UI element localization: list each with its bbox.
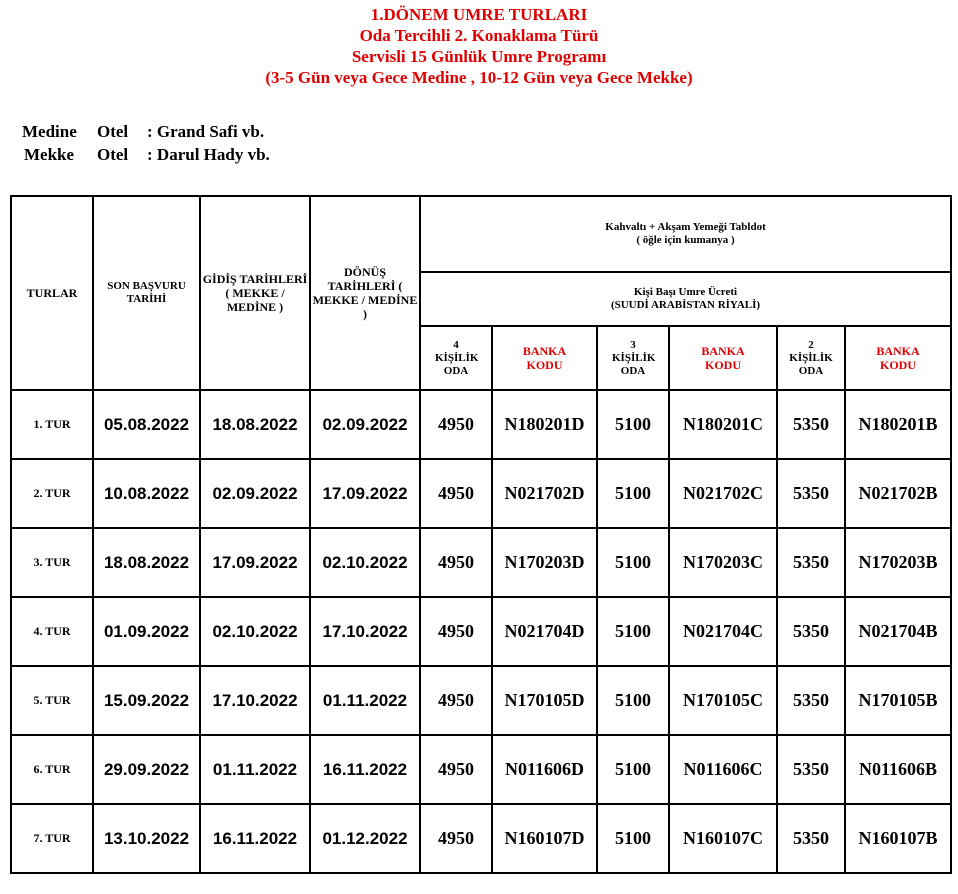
bank-code-4-person: N160107D bbox=[492, 804, 597, 873]
bank-code-4-person: N021702D bbox=[492, 459, 597, 528]
bank-code-2-person: N011606B bbox=[845, 735, 951, 804]
tour-price-table bbox=[10, 195, 952, 874]
title-line-2: Oda Tercihli 2. Konaklama Türü bbox=[359, 26, 599, 45]
bank-code-2-person: N160107B bbox=[845, 804, 951, 873]
price-2-person: 5350 bbox=[777, 735, 845, 804]
title-line-4: (3-5 Gün veya Gece Medine , 10-12 Gün veya Gece Mekke) bbox=[265, 68, 693, 87]
price-2-person: 5350 bbox=[777, 597, 845, 666]
title-line-3: Servisli 15 Günlük Umre Programı bbox=[351, 47, 607, 66]
page-title bbox=[0, 4, 958, 88]
price-3-person: 5100 bbox=[597, 528, 669, 597]
bank-code-3-person: N011606C bbox=[669, 735, 777, 804]
header-return: DÖNÜŞ TARİHLERİ ( MEKKE / MEDİNE ) bbox=[310, 196, 420, 390]
departure-date: 02.10.2022 bbox=[200, 597, 310, 666]
header-departure: GİDİŞ TARİHLERİ ( MEKKE / MEDİNE ) bbox=[200, 196, 310, 390]
hotel-label: Otel bbox=[97, 122, 129, 141]
departure-date: 01.11.2022 bbox=[200, 735, 310, 804]
departure-date: 18.08.2022 bbox=[200, 390, 310, 459]
departure-date: 02.09.2022 bbox=[200, 459, 310, 528]
return-date: 02.10.2022 bbox=[310, 528, 420, 597]
price-4-person: 4950 bbox=[420, 597, 492, 666]
header-meal-line2: ( öğle için kumanya ) bbox=[636, 234, 735, 246]
deadline-date: 18.08.2022 bbox=[93, 528, 200, 597]
bank-code-3-person: N170203C bbox=[669, 528, 777, 597]
bank-code-4-person: N170105D bbox=[492, 666, 597, 735]
table-row bbox=[11, 597, 951, 666]
price-2-person: 5350 bbox=[777, 804, 845, 873]
departure-date: 16.11.2022 bbox=[200, 804, 310, 873]
price-3-person: 5100 bbox=[597, 735, 669, 804]
table-row bbox=[11, 735, 951, 804]
return-date: 01.11.2022 bbox=[310, 666, 420, 735]
table-row bbox=[11, 666, 951, 735]
tour-name: 5. TUR bbox=[11, 666, 93, 735]
deadline-date: 15.09.2022 bbox=[93, 666, 200, 735]
bank-code-4-person: N170203D bbox=[492, 528, 597, 597]
price-2-person: 5350 bbox=[777, 528, 845, 597]
tour-name: 3. TUR bbox=[11, 528, 93, 597]
header-deadline: SON BAŞVURU TARİHİ bbox=[93, 196, 200, 390]
bank-code-3-person: N021702C bbox=[669, 459, 777, 528]
hotel-name: : Grand Safi vb. bbox=[147, 122, 265, 141]
deadline-date: 13.10.2022 bbox=[93, 804, 200, 873]
return-date: 16.11.2022 bbox=[310, 735, 420, 804]
price-2-person: 5350 bbox=[777, 390, 845, 459]
bank-code-2-person: N170105B bbox=[845, 666, 951, 735]
bank-code-4-person: N180201D bbox=[492, 390, 597, 459]
header-tours: TURLAR bbox=[11, 196, 93, 390]
hotel-row-medine bbox=[22, 120, 270, 143]
return-date: 01.12.2022 bbox=[310, 804, 420, 873]
hotel-city: Mekke bbox=[24, 145, 75, 164]
price-3-person: 5100 bbox=[597, 597, 669, 666]
price-4-person: 4950 bbox=[420, 390, 492, 459]
tour-name: 6. TUR bbox=[11, 735, 93, 804]
price-2-person: 5350 bbox=[777, 666, 845, 735]
return-date: 02.09.2022 bbox=[310, 390, 420, 459]
deadline-date: 29.09.2022 bbox=[93, 735, 200, 804]
departure-date: 17.10.2022 bbox=[200, 666, 310, 735]
header-meal-line1: Kahvaltı + Akşam Yemeği Tabldot bbox=[605, 221, 766, 233]
header-meal bbox=[420, 196, 951, 272]
price-4-person: 4950 bbox=[420, 804, 492, 873]
bank-code-2-person: N021704B bbox=[845, 597, 951, 666]
bank-code-2-person: N180201B bbox=[845, 390, 951, 459]
table-row bbox=[11, 390, 951, 459]
price-4-person: 4950 bbox=[420, 666, 492, 735]
tour-name: 7. TUR bbox=[11, 804, 93, 873]
price-3-person: 5100 bbox=[597, 459, 669, 528]
return-date: 17.10.2022 bbox=[310, 597, 420, 666]
hotel-city: Medine bbox=[22, 122, 77, 141]
bank-code-3-person: N170105C bbox=[669, 666, 777, 735]
return-date: 17.09.2022 bbox=[310, 459, 420, 528]
hotel-info bbox=[22, 120, 270, 166]
table-row bbox=[11, 804, 951, 873]
price-4-person: 4950 bbox=[420, 735, 492, 804]
hotel-row-mekke bbox=[22, 143, 270, 166]
table-row bbox=[11, 528, 951, 597]
hotel-label: Otel bbox=[97, 145, 129, 164]
departure-date: 17.09.2022 bbox=[200, 528, 310, 597]
price-2-person: 5350 bbox=[777, 459, 845, 528]
header-bank-code-3: BANKA KODU bbox=[669, 326, 777, 390]
bank-code-2-person: N021702B bbox=[845, 459, 951, 528]
table-row bbox=[11, 459, 951, 528]
bank-code-4-person: N011606D bbox=[492, 735, 597, 804]
bank-code-3-person: N180201C bbox=[669, 390, 777, 459]
price-3-person: 5100 bbox=[597, 804, 669, 873]
tour-name: 2. TUR bbox=[11, 459, 93, 528]
header-price-line1: Kişi Başı Umre Ücreti bbox=[633, 286, 738, 298]
header-price bbox=[420, 272, 951, 326]
header-room3: 3 KİŞİLİK ODA bbox=[597, 326, 669, 390]
deadline-date: 01.09.2022 bbox=[93, 597, 200, 666]
bank-code-4-person: N021704D bbox=[492, 597, 597, 666]
bank-code-3-person: N160107C bbox=[669, 804, 777, 873]
hotel-name: : Darul Hady vb. bbox=[147, 145, 270, 164]
header-room2: 2 KİŞİLİK ODA bbox=[777, 326, 845, 390]
tour-name: 1. TUR bbox=[11, 390, 93, 459]
price-4-person: 4950 bbox=[420, 528, 492, 597]
price-3-person: 5100 bbox=[597, 666, 669, 735]
header-bank-code-2: BANKA KODU bbox=[845, 326, 951, 390]
header-bank-code-4: BANKA KODU bbox=[492, 326, 597, 390]
price-3-person: 5100 bbox=[597, 390, 669, 459]
bank-code-3-person: N021704C bbox=[669, 597, 777, 666]
header-price-line2: (SUUDİ ARABİSTAN RİYALİ) bbox=[610, 299, 761, 311]
deadline-date: 10.08.2022 bbox=[93, 459, 200, 528]
deadline-date: 05.08.2022 bbox=[93, 390, 200, 459]
title-line-1: 1.DÖNEM UMRE TURLARI bbox=[370, 5, 588, 24]
header-room4: 4 KİŞİLİK ODA bbox=[420, 326, 492, 390]
tour-name: 4. TUR bbox=[11, 597, 93, 666]
price-4-person: 4950 bbox=[420, 459, 492, 528]
bank-code-2-person: N170203B bbox=[845, 528, 951, 597]
